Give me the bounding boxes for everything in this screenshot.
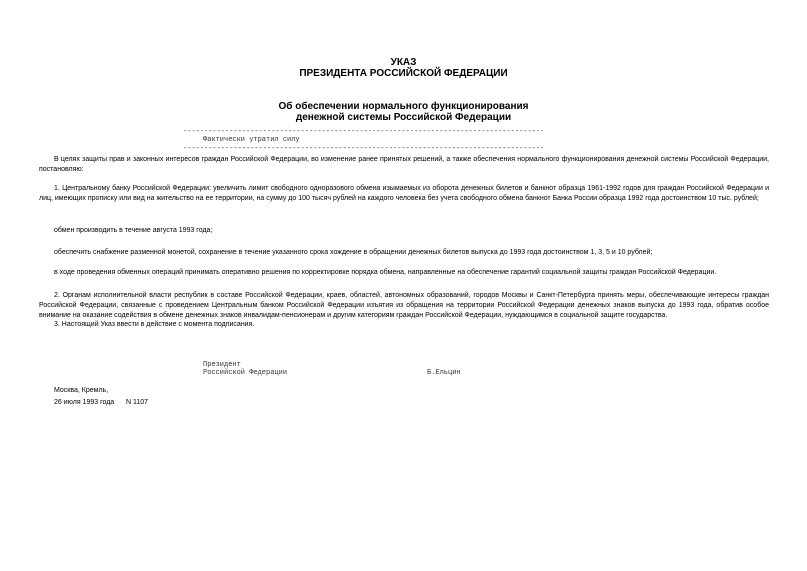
status-note: Фактически утратил силу	[203, 136, 300, 144]
document-number: N 1107	[126, 399, 149, 406]
subject-title-line2: денежной системы Российской Федерации	[295, 112, 512, 123]
paragraph-item-1: 1. Центральному банку Российской Федерации: увеличить лимит свободного одноразового обмена изымаемых из оборота денежных билетов и банкнот образца 1961-1992 годов для граждан Российской Федерации и лиц, имеющих прописку или вид на жительство на ее территории, на сумму до 100 тысяч рублей на каждого человека без учета свободного обмена банкнот Банка России образца 1992 года достоинством 10 тыс. рублей;	[39, 185, 769, 202]
paragraph-item-3: 3. Настоящий Указ ввести в действие с момента подписания.	[54, 321, 255, 328]
signatory-role-line2: Российской Федерации	[203, 369, 288, 377]
status-divider-bottom: --------------------------------------------------------------------------------------	[183, 145, 545, 153]
signing-date: 26 июля 1993 года	[54, 399, 115, 406]
subject-title-line1: Об обеспечении нормального функционирования	[278, 101, 529, 112]
paragraph-item-1-coins: обеспечить снабжение разменной монетой, сохранение в течение указанного срока хождение в обращении денежных билетов выпуска до 1993 года достоинством 1, 3, 5 и 10 рублей;	[54, 249, 653, 256]
paragraph-item-1-operations: в ходе проведения обменных операций принимать оперативно решения по корректировке порядка обмена, направленные на обеспечение гарантий социальной защиты граждан Российской Федерации.	[54, 269, 717, 276]
document-type-title: УКАЗ	[390, 57, 417, 68]
signatory-role-line1: Президент	[203, 361, 241, 369]
signing-place: Москва, Кремль,	[54, 387, 109, 394]
issuer-title: ПРЕЗИДЕНТА РОССИЙСКОЙ ФЕДЕРАЦИИ	[299, 68, 508, 79]
paragraph-item-1-exchange-period: обмен производить в течение августа 1993 года;	[54, 227, 213, 234]
paragraph-preamble: В целях защиты прав и законных интересов граждан Российской Федерации, во изменение ранее принятых решений, а также обеспечения нормального функционирования денежной системы Российской Федерации, постановляю:	[39, 156, 769, 173]
paragraph-item-2: 2. Органам исполнительной власти республик в составе Российской Федерации, краев, областей, автономных образований, городов Москвы и Санкт-Петербурга принять меры, обеспечивающие интересы граждан Российской Федерации, связанные с проведением Центральным банком Российской Федерации изъятия из обращения на территории Российской Федерации денежных знаков выпуска до 1993 года, обратив особое внимание на оказание содействия в обмене денежных знаков инвалидам-пенсионерам и другим категориям граждан Российской Федерации, нуждающимся в социальной защите государства.	[39, 292, 769, 319]
status-divider-top: --------------------------------------------------------------------------------------	[183, 128, 545, 136]
signatory-name: Б.Ельцин	[427, 369, 461, 377]
